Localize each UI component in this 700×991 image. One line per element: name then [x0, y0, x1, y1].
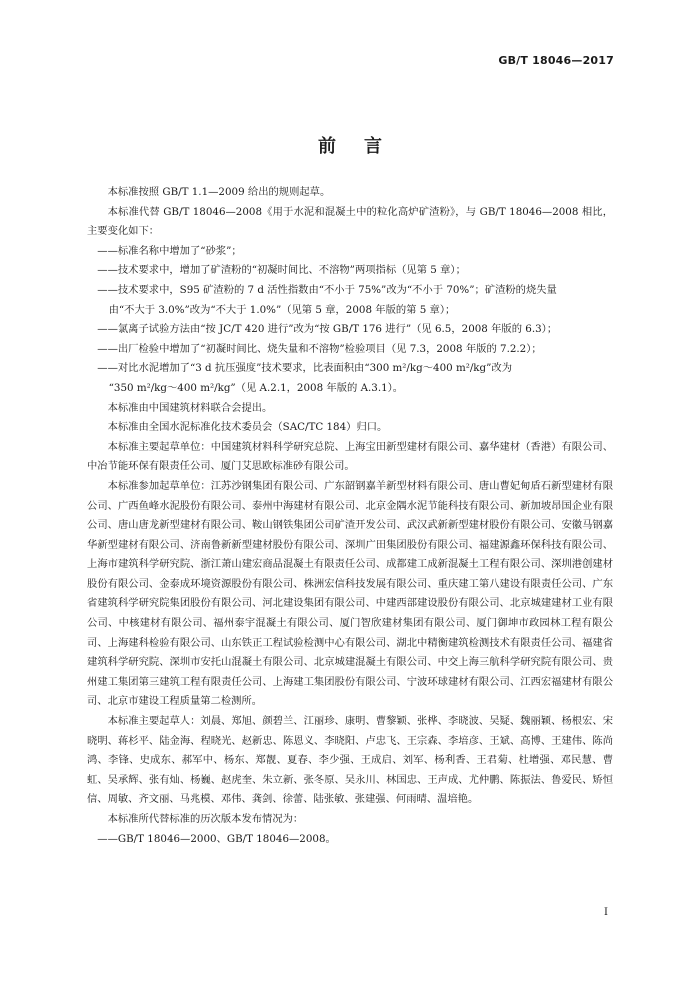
change-item — [87, 359, 613, 398]
foreword-body — [87, 183, 613, 849]
paragraph-main-drafters: 本标准主要起草人：刘晨、郑旭、颜碧兰、江丽珍、康明、曹黎颖、张桦、李晓波、吴疑、魏丽颖、杨根宏、宋晓明、蒋杉平、陆金海、程晓光、赵新忠、陈恩义、李晓阳、卢忠飞、王宗森、李培彦、王斌、高博、王建伟、陈尚鸿、李锋、史成东、郝军中、杨东、郑靓、夏春、李少强、王成启、刘军、杨利香、王君菊、杜增强、邓民慧、曹虹、吴承辉、张有灿、杨巍、赵虎奎、朱立新、张冬原、吴永川、林国忠、王声成、尤仲鹏、陈振法、鲁爱民、矫恒信、周敏、齐文丽、马兆模、邓伟、龚剑、徐蕾、陆张敏、张建强、何雨晴、温培艳。 — [87, 715, 613, 806]
change-item — [87, 261, 613, 281]
paragraph-replacement: 本标准代替 GB/T 18046—2008《用于水泥和混凝土中的粒化高炉矿渣粉》，与 GB/T 18046—2008 相比，主要变化如下： — [87, 205, 613, 238]
change-item-text: ——技术要求中，增加了矿渣粉的“初凝时间比、不溶物”两项指标（见第 5 章）； — [97, 264, 466, 277]
paragraph-history-intro: 本标准所代替标准的历次版本发布情况为： — [107, 813, 304, 825]
change-item — [87, 340, 613, 360]
paragraph-drafting-rules: 本标准按照 GB/T 1.1—2009 给出的规则起草。 — [107, 186, 331, 198]
change-item-text: ——标准名称中增加了“砂浆”； — [97, 244, 242, 257]
change-item-text: ——对比水泥增加了“3 d 抗压强度”技术要求，比表面积由“300 m²/kg～400 m²/kg”改为 — [97, 362, 512, 375]
change-item — [87, 242, 613, 262]
change-item — [87, 320, 613, 340]
page-number: I — [604, 907, 608, 918]
change-item-text: ——氯离子试验方法由“按 JC/T 420 进行”改为“按 GB/T 176 进行”（见 6.5，2008 年版的 6.3）； — [97, 323, 558, 336]
paragraph-committee: 本标准由全国水泥标准化技术委员会（SAC/TC 184）归口。 — [107, 421, 388, 434]
change-item-text: ——出厂检验中增加了“初凝时间比、烧失量和不溶物”检验项目（见 7.3，2008 年版的 7.2.2）； — [97, 342, 542, 355]
page-title: 前言 — [318, 136, 410, 157]
change-item-continuation: 由“不大于 3.0%”改为“不大于 1.0%”（见第 5 章，2008 年版的第 5 章）； — [108, 303, 456, 316]
change-item — [87, 281, 613, 320]
paragraph-proposer: 本标准由中国建筑材料联合会提出。 — [107, 401, 273, 414]
change-item-text: ——技术要求中，S95 矿渣粉的 7 d 活性指数由“不小于 75%”改为“不小于 70%”；矿渣粉的烧失量 — [97, 283, 557, 296]
paragraph-main-drafters-org: 本标准主要起草单位：中国建筑材料科学研究总院、上海宝田新型建材有限公司、嘉华建材（香港）有限公司、中冶节能环保有限责任公司、厦门艾思欧标准砂有限公司。 — [87, 440, 613, 473]
standard-code: GB/T 18046—2017 — [498, 54, 614, 67]
history-item: ——GB/T 18046—2000、GB/T 18046—2008。 — [97, 832, 336, 845]
change-item-continuation: “350 m²/kg～400 m²/kg”（见 A.2.1，2008 年版的 A.3.1）。 — [108, 381, 404, 394]
paragraph-participating-orgs: 本标准参加起草单位：江苏沙钢集团有限公司、广东韶钢嘉羊新型材料有限公司、唐山曹妃甸盾石新型建材有限公司、广西鱼峰水泥股份有限公司、泰州中海建材有限公司、北京金隅水泥节能科技有限公司、新加坡昂国企业有限公司、唐山唐龙新型建材有限公司、鞍山钢铁集团公司矿渣开发公司、武汉武新新型建材股份有限公司、安徽马钢嘉华新型建材有限公司、济南鲁新新型建材股份有限公司、深圳广田集团股份有限公司、福建源鑫环保科技有限公司、上海市建筑科学研究院、浙江萧山建宏商品混凝土有限责任公司、成都建工成新混凝土工程有限公司、深圳港创建材股份有限公司、金泰成环境资源股份有限公司、株洲宏信科技发展有限公司、重庆建工第八建设有限责任公司、广东省建筑科学研究院集团股份有限公司、河北建设集团有限公司、中建西部建设股份有限公司、北京城建建材工业有限公司、中核建材有限公司、福州泰宇混凝土有限公司、厦门智欣建材集团有限公司、厦门御坤市政园林工程有限公司、上海建科检验有限公司、山东铁正工程试验检测中心有限公司、湖北中精衡建筑检测技术有限责任公司、福建省建筑科学研究院、深圳市安托山混凝土有限公司、北京城建混凝土有限公司、中交上海三航科学研究院有限公司、贵州建工集团第三建筑工程有限责任公司、上海建工集团股份有限公司、宁波环球建材有限公司、江西宏福建材有限公司、北京市建设工程质量第二检测所。 — [87, 479, 613, 708]
